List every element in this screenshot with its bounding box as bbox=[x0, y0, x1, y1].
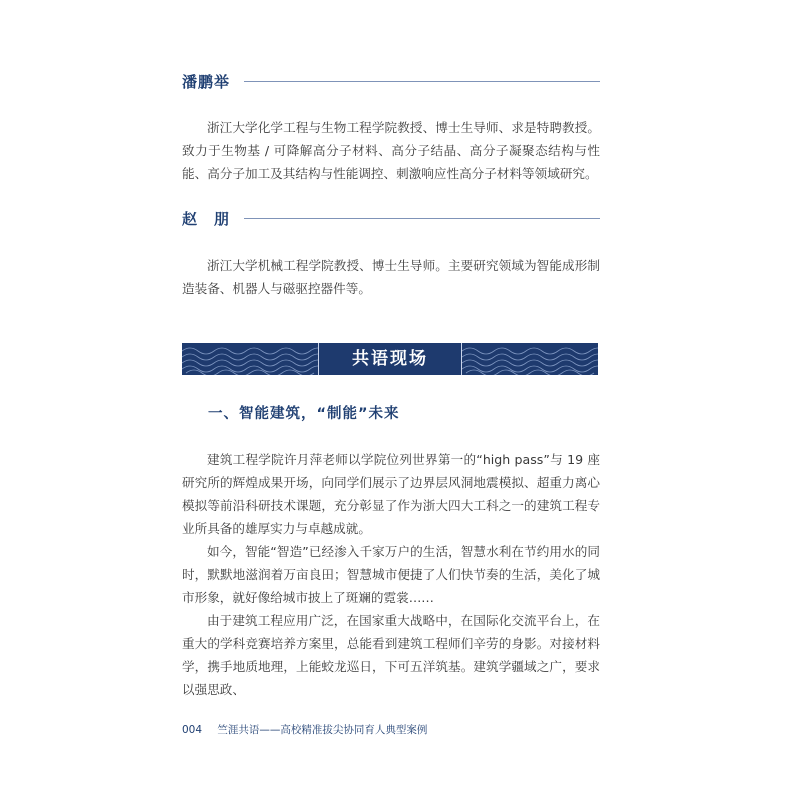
profile-name: 赵 朋 bbox=[182, 210, 231, 228]
running-title: 竺涯共语——高校精准拔尖协同育人典型案例 bbox=[217, 724, 428, 736]
page-footer bbox=[182, 722, 427, 737]
banner-title: 共语现场 bbox=[318, 343, 462, 375]
profile-name: 潘鹏举 bbox=[182, 73, 231, 91]
profile-bio: 浙江大学机械工程学院教授、博士生导师。主要研究领域为智能成形制造装备、机器人与磁驱控器件等。 bbox=[182, 258, 600, 296]
section-banner bbox=[182, 343, 598, 375]
body-paragraph: 建筑工程学院许月萍老师以学院位列世界第一的“high pass”与 19 座研究所的辉煌成果开场，向同学们展示了边界层风洞地震模拟、超重力离心模拟等前沿科研技术课题，充分彰显了作为浙大四大工科之一的建筑工程专业所具备的雄厚实力与卓越成就。 bbox=[182, 452, 600, 536]
profile-bio: 浙江大学化学工程与生物工程学院教授、博士生导师、求是特聘教授。致力于生物基 / 可降解高分子材料、高分子结晶、高分子凝聚态结构与性能、高分子加工及其结构与性能调控、刺激响应性高分子材料等领域研究。 bbox=[182, 120, 600, 181]
divider-line bbox=[244, 218, 600, 219]
page-number: 004 bbox=[182, 724, 203, 736]
body-paragraph: 如今，智能“智造”已经渗入千家万户的生活，智慧水利在节约用水的同时，默默地滋润着万亩良田；智慧城市便捷了人们快节奏的生活，美化了城市形象，就好像给城市披上了斑斓的霓裳…… bbox=[182, 544, 600, 605]
wave-pattern-icon bbox=[182, 343, 318, 375]
divider-line bbox=[244, 81, 600, 82]
profile-header-1 bbox=[182, 70, 600, 94]
section-heading: 一、智能建筑，“制能”未来 bbox=[208, 406, 400, 422]
wave-pattern-icon bbox=[462, 343, 598, 375]
profile-header-2 bbox=[182, 207, 600, 231]
body-paragraph: 由于建筑工程应用广泛，在国家重大战略中，在国际化交流平台上，在重大的学科竞赛培养方案里，总能看到建筑工程师们辛劳的身影。对接材料学，携手地质地理，上能蛟龙巡日，下可五洋筑基。建筑学疆域之广，要求以强思政、 bbox=[182, 613, 600, 697]
